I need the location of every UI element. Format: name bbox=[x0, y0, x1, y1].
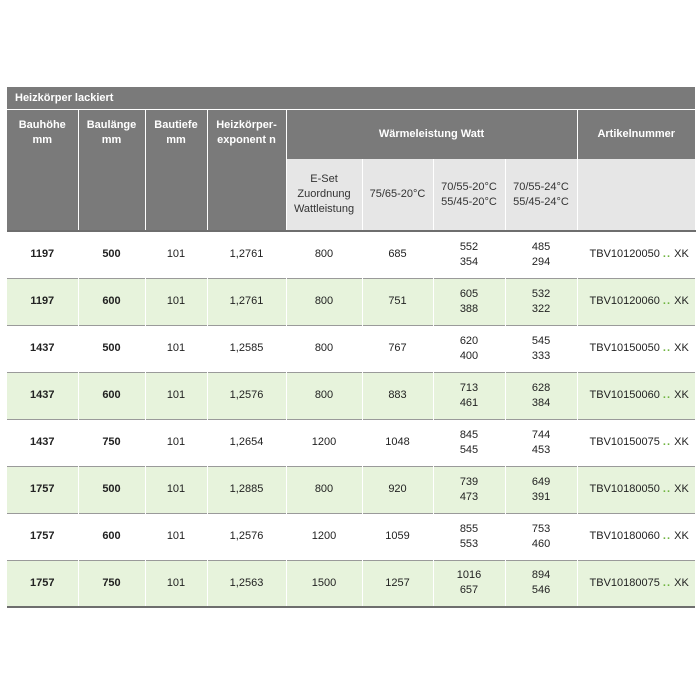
cell-bauhoehe: 1197 bbox=[7, 278, 78, 325]
cell-watt-20: 1016 657 bbox=[433, 560, 505, 607]
cell-baulaenge: 750 bbox=[78, 560, 145, 607]
variant-dots: .. bbox=[662, 436, 672, 448]
cell-eset: 1200 bbox=[286, 513, 362, 560]
cell-bautiefe: 101 bbox=[145, 560, 207, 607]
cell-bautiefe: 101 bbox=[145, 325, 207, 372]
cell-watt-20: 713 461 bbox=[433, 372, 505, 419]
cell-eset: 1200 bbox=[286, 419, 362, 466]
header-artikelnummer: Artikelnummer bbox=[577, 110, 695, 160]
cell-bauhoehe: 1437 bbox=[7, 325, 78, 372]
cell-artikelnummer: TBV10150050 .. XK bbox=[577, 325, 695, 372]
table-row bbox=[7, 513, 695, 560]
cell-bautiefe: 101 bbox=[145, 278, 207, 325]
cell-bautiefe: 101 bbox=[145, 513, 207, 560]
cell-watt-20: 739 473 bbox=[433, 466, 505, 513]
cell-watt-24: 545 333 bbox=[505, 325, 577, 372]
cell-watt-24: 649 391 bbox=[505, 466, 577, 513]
cell-baulaenge: 750 bbox=[78, 419, 145, 466]
cell-watt-20: 552 354 bbox=[433, 231, 505, 278]
cell-watt-24: 744 453 bbox=[505, 419, 577, 466]
cell-exponent: 1,2576 bbox=[207, 513, 286, 560]
cell-watt-24: 485 294 bbox=[505, 231, 577, 278]
table-caption: Heizkörper lackiert bbox=[7, 87, 695, 109]
header-temp-75-65: 75/65-20°C bbox=[362, 159, 433, 231]
table-row bbox=[7, 372, 695, 419]
header-exponent: Heizkörper- exponent n bbox=[207, 110, 286, 232]
cell-baulaenge: 500 bbox=[78, 466, 145, 513]
cell-bautiefe: 101 bbox=[145, 466, 207, 513]
header-bauhoehe: Bauhöhe mm bbox=[7, 110, 78, 232]
cell-watt-75-65: 685 bbox=[362, 231, 433, 278]
table-row bbox=[7, 231, 695, 278]
cell-watt-75-65: 751 bbox=[362, 278, 433, 325]
header-artikel-blank bbox=[577, 159, 695, 231]
cell-baulaenge: 600 bbox=[78, 278, 145, 325]
cell-watt-24: 532 322 bbox=[505, 278, 577, 325]
cell-bauhoehe: 1437 bbox=[7, 419, 78, 466]
header-waermeleistung: Wärmeleistung Watt bbox=[286, 110, 577, 160]
table-row bbox=[7, 278, 695, 325]
cell-baulaenge: 600 bbox=[78, 513, 145, 560]
cell-artikelnummer: TBV10180050 .. XK bbox=[577, 466, 695, 513]
cell-exponent: 1,2654 bbox=[207, 419, 286, 466]
cell-bauhoehe: 1757 bbox=[7, 466, 78, 513]
cell-watt-20: 620 400 bbox=[433, 325, 505, 372]
variant-dots: .. bbox=[662, 248, 672, 261]
table-body bbox=[7, 231, 695, 607]
cell-eset: 800 bbox=[286, 372, 362, 419]
cell-bauhoehe: 1757 bbox=[7, 513, 78, 560]
cell-eset: 800 bbox=[286, 231, 362, 278]
cell-exponent: 1,2761 bbox=[207, 231, 286, 278]
cell-watt-20: 605 388 bbox=[433, 278, 505, 325]
table-row bbox=[7, 419, 695, 466]
cell-eset: 800 bbox=[286, 278, 362, 325]
cell-eset: 800 bbox=[286, 325, 362, 372]
cell-artikelnummer: TBV10180060 .. XK bbox=[577, 513, 695, 560]
cell-artikelnummer: TBV10120050 .. XK bbox=[577, 231, 695, 278]
cell-exponent: 1,2576 bbox=[207, 372, 286, 419]
cell-bauhoehe: 1757 bbox=[7, 560, 78, 607]
cell-watt-20: 845 545 bbox=[433, 419, 505, 466]
cell-bauhoehe: 1197 bbox=[7, 231, 78, 278]
cell-watt-24: 894 546 bbox=[505, 560, 577, 607]
cell-artikelnummer: TBV10150075 .. XK bbox=[577, 419, 695, 466]
product-table-sheet bbox=[7, 87, 695, 608]
radiator-table bbox=[7, 109, 696, 608]
cell-watt-24: 753 460 bbox=[505, 513, 577, 560]
header-baulaenge: Baulänge mm bbox=[78, 110, 145, 232]
cell-watt-75-65: 920 bbox=[362, 466, 433, 513]
cell-eset: 1500 bbox=[286, 560, 362, 607]
variant-dots: .. bbox=[662, 530, 672, 542]
cell-baulaenge: 500 bbox=[78, 325, 145, 372]
cell-bauhoehe: 1437 bbox=[7, 372, 78, 419]
variant-dots: .. bbox=[662, 389, 672, 401]
table-row bbox=[7, 325, 695, 372]
variant-dots: .. bbox=[662, 342, 672, 354]
cell-eset: 800 bbox=[286, 466, 362, 513]
cell-baulaenge: 600 bbox=[78, 372, 145, 419]
header-temp-24: 70/55-24°C 55/45-24°C bbox=[505, 159, 577, 231]
table-row bbox=[7, 560, 695, 607]
cell-watt-75-65: 883 bbox=[362, 372, 433, 419]
cell-watt-75-65: 1048 bbox=[362, 419, 433, 466]
cell-watt-75-65: 1059 bbox=[362, 513, 433, 560]
cell-bautiefe: 101 bbox=[145, 231, 207, 278]
cell-exponent: 1,2885 bbox=[207, 466, 286, 513]
table-row bbox=[7, 466, 695, 513]
cell-bautiefe: 101 bbox=[145, 372, 207, 419]
header-eset: E-Set Zuordnung Wattleistung bbox=[286, 159, 362, 231]
header-bautiefe: Bautiefe mm bbox=[145, 110, 207, 232]
cell-bautiefe: 101 bbox=[145, 419, 207, 466]
cell-watt-75-65: 767 bbox=[362, 325, 433, 372]
variant-dots: .. bbox=[662, 576, 672, 589]
cell-baulaenge: 500 bbox=[78, 231, 145, 278]
header-temp-20: 70/55-20°C 55/45-20°C bbox=[433, 159, 505, 231]
variant-dots: .. bbox=[662, 483, 672, 495]
cell-exponent: 1,2585 bbox=[207, 325, 286, 372]
cell-artikelnummer: TBV10150060 .. XK bbox=[577, 372, 695, 419]
cell-watt-24: 628 384 bbox=[505, 372, 577, 419]
cell-exponent: 1,2563 bbox=[207, 560, 286, 607]
cell-watt-75-65: 1257 bbox=[362, 560, 433, 607]
cell-artikelnummer: TBV10120060 .. XK bbox=[577, 278, 695, 325]
cell-exponent: 1,2761 bbox=[207, 278, 286, 325]
variant-dots: .. bbox=[662, 295, 672, 307]
cell-artikelnummer: TBV10180075 .. XK bbox=[577, 560, 695, 607]
cell-watt-20: 855 553 bbox=[433, 513, 505, 560]
